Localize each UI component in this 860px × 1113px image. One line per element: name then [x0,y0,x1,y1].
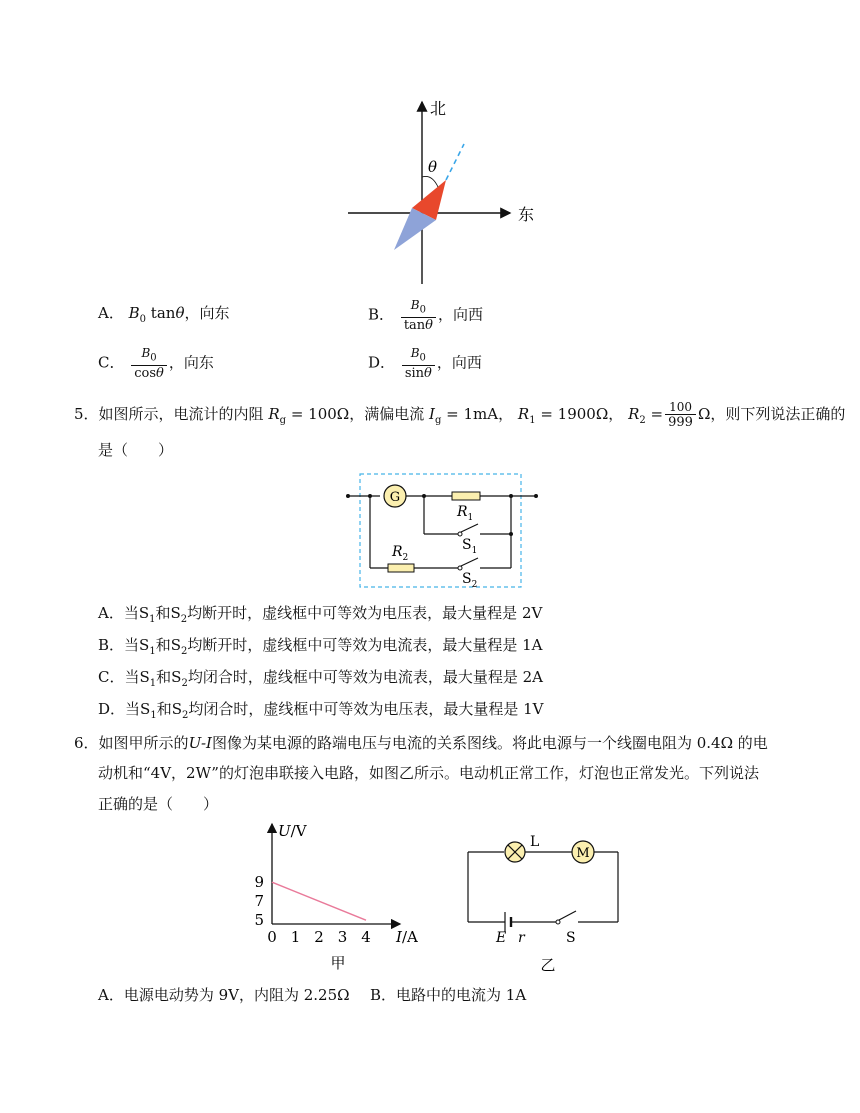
theta-arc [422,176,438,187]
q6-stem-line1: 6．如图甲所示的U-I图像为某电源的路端电压与电流的关系图线。将此电源与一个线圈电阻为 0.4Ω 的电 [74,734,768,752]
ui-graph [252,818,427,978]
x-tick-label: 4 [361,928,371,946]
q5-option-d: D．当$S_1$和$S_2$均闭合时，虚线框中可等效为电压表，最大量程是 1V [98,700,544,721]
dashed-box [360,474,521,587]
s1-label: $S_1$ [462,537,478,556]
q5-option-a: A．当$S_1$和$S_2$均断开时，虚线框中可等效为电压表，最大量程是 2V [98,604,543,625]
q4-option-a: A． $B_0$ tanθ，向东 [98,304,230,325]
q6-option-b: B．电路中的电流为 1A [370,986,527,1004]
frac-b0-over-cos: $\frac{B_0}{\cos\theta}$ [131,346,167,381]
expr-b0-tan: $B_0$ tanθ [128,304,185,325]
x-tick-label: 2 [314,928,324,946]
y-tick-label: 5 [254,911,264,930]
resistor-r1 [452,492,480,500]
r1-expr: $R_1 = 1900\Omega$ [517,405,609,426]
q5-option-b: B．当$S_1$和$S_2$均断开时，虚线框中可等效为电流表，最大量程是 1A [98,636,543,657]
theta-label: θ [428,158,438,176]
internal-r-label: r [518,930,525,946]
switch-s2-pivot [458,566,462,570]
y-tick-label: 7 [254,892,264,911]
ui-series-line [272,882,366,920]
y-axis-label: U/V [278,822,307,840]
x-axis-label: I/A [396,928,418,946]
q6-circuit [460,830,630,980]
switch-pivot [556,920,560,924]
r2-label: $R_2$ [392,544,409,563]
graph-caption: 甲 [330,954,346,972]
y-tick-label: 9 [254,873,264,892]
switch-label: S [566,930,576,946]
rg-expr: $R_g = 100\Omega$ [268,405,350,426]
switch-s1-pivot [458,532,462,536]
compass-figure [340,92,550,292]
q4-option-b: B． $\frac{B_0}{\tan\theta}$ ，向西 [368,298,484,334]
q5-stem-line2: 是（ ） [98,441,174,459]
q5-option-c: C．当$S_1$和$S_2$均闭合时，虚线框中可等效为电流表，最大量程是 2A [98,668,543,689]
switch-s [559,911,576,920]
needle-extension [446,144,464,180]
frac-b0-over-sin: $\frac{B_0}{\sin\theta}$ [402,346,435,381]
x-tick-label: 1 [290,928,301,946]
x-tick-label: 0 [267,928,277,946]
galvanometer-label: G [389,490,401,505]
x-tick-label: 3 [337,928,348,946]
q6-stem-line2: 动机和“4V，2W”的灯泡串联接入电路，如图乙所示。电动机正常工作，灯泡也正常发光。下列说法 [98,764,759,782]
q4-option-c: C． $\frac{B_0}{\cos\theta}$ ，向东 [98,346,214,382]
q6-option-a: A．电源电动势为 9V，内阻为 2.25Ω [98,986,350,1004]
q5-stem-line1: 5．如图所示，电流计的内阻 $R_g = 100\Omega$，满偏电流 $I_g = 1mA$， $R_1 = 1900\Omega$， $R_2$ = $\frac{100}{999}$ Ω，则下列说法正确的 [74,400,846,430]
r1-label: $R_1$ [457,504,474,523]
switch-s2 [461,558,478,566]
motor-label: M [576,846,590,861]
east-label: 东 [518,205,535,224]
q5-circuit [340,468,540,593]
s2-label: $S_2$ [462,571,478,590]
north-label: 北 [430,99,447,118]
emf-label: E [496,930,507,946]
r2-expr: $R_2$ = $\frac{100}{999}$ Ω [628,400,711,430]
resistor-r2 [388,564,414,572]
ig-expr: $I_g = 1mA$ [429,405,499,426]
switch-s1 [461,524,478,532]
circuit-caption: 乙 [540,956,556,974]
q6-stem-line3: 正确的是（ ） [98,795,219,813]
q4-option-d: D． $\frac{B_0}{\sin\theta}$ ，向西 [368,346,482,382]
lamp-label: L [530,834,540,850]
frac-b0-over-tan: $\frac{B_0}{\tan\theta}$ [401,298,436,333]
